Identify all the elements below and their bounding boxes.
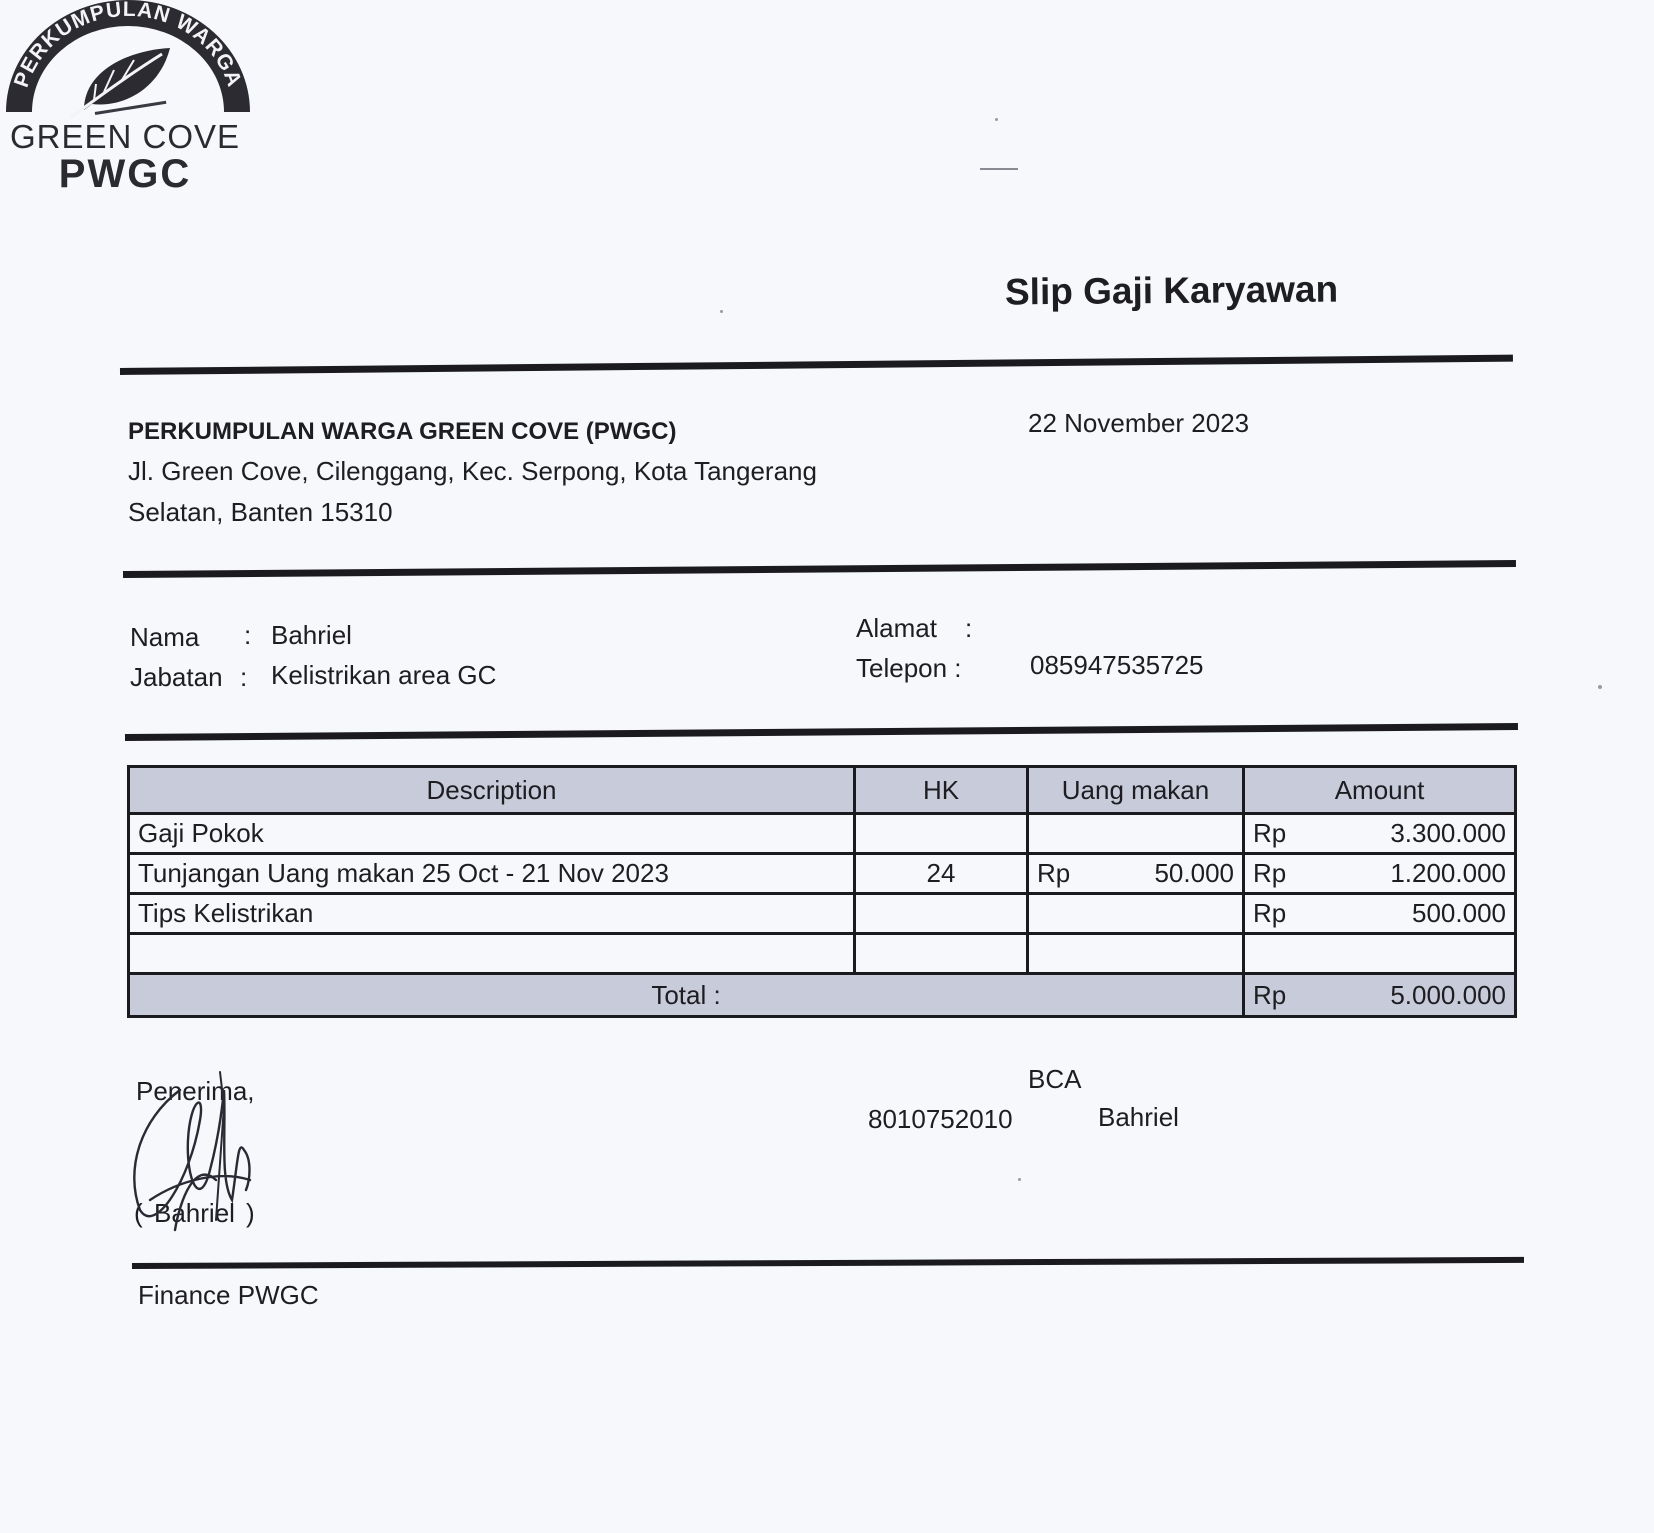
telepon-label: Telepon :: [856, 653, 962, 683]
slip-date: 22 November 2023: [1028, 408, 1250, 438]
organization-name: PERKUMPULAN WARGA GREEN COVE (PWGC): [128, 418, 677, 445]
header-amount: Amount: [1244, 767, 1516, 814]
nama-label: Nama: [130, 622, 200, 652]
handwritten-signature: [120, 1060, 270, 1240]
row-uang-makan: [1028, 894, 1244, 934]
amount-value: 1.200.000: [1390, 858, 1506, 888]
amount-value: 50.000: [1154, 858, 1234, 888]
row-uang-makan: [1028, 814, 1244, 854]
row-description: Tips Kelistrikan: [129, 894, 855, 934]
alamat-label: Alamat: [856, 613, 937, 643]
table-header-row: [129, 767, 1516, 814]
row-description: Gaji Pokok: [129, 814, 855, 854]
row-description: [129, 934, 855, 974]
jabatan-label: Jabatan: [130, 662, 223, 692]
signature-close-paren: ): [246, 1198, 255, 1228]
row-uang-makan: [1028, 854, 1244, 894]
organization-address-line1: Jl. Green Cove, Cilenggang, Kec. Serpong, Kota Tangerang: [128, 456, 817, 486]
nama-separator: :: [244, 620, 252, 650]
page-title: Slip Gaji Karyawan: [1004, 268, 1339, 313]
row-hk: [855, 934, 1028, 974]
logo-name-line: GREEN COVE: [9, 118, 241, 155]
jabatan-value: Kelistrikan area GC: [271, 660, 497, 690]
header-hk: HK: [855, 767, 1028, 814]
divider-line: [125, 723, 1518, 741]
organization-address-line2: Selatan, Banten 15310: [128, 497, 393, 527]
table-row: [129, 854, 1516, 894]
total-amount: [1244, 974, 1516, 1017]
table-row: [129, 894, 1516, 934]
scan-dot: [1018, 1178, 1021, 1181]
header-description: Description: [129, 767, 855, 814]
row-uang-makan: [1028, 934, 1244, 974]
amount-value: 500.000: [1412, 898, 1506, 928]
row-hk: 24: [855, 854, 1028, 894]
organization-logo: [0, 0, 260, 200]
row-amount: [1244, 854, 1516, 894]
currency-label: Rp: [1253, 818, 1287, 848]
row-amount: [1244, 894, 1516, 934]
alamat-separator: :: [965, 613, 973, 643]
scan-dot: [1598, 685, 1602, 689]
row-hk: [855, 814, 1028, 854]
scan-mark: [980, 168, 1018, 170]
nama-value: Bahriel: [271, 620, 352, 650]
salary-table: [127, 765, 1517, 1018]
table-total-row: [129, 974, 1516, 1017]
jabatan-separator: :: [240, 662, 248, 692]
bank-account-number: 8010752010: [868, 1104, 1013, 1134]
currency-label: Rp: [1253, 898, 1287, 928]
scan-dot: [720, 310, 723, 313]
telepon-value: 085947535725: [1030, 650, 1204, 680]
table-row: [129, 934, 1516, 974]
divider-line: [132, 1257, 1524, 1269]
currency-label: Rp: [1253, 858, 1287, 888]
total-value: 5.000.000: [1390, 979, 1506, 1010]
table-row: [129, 814, 1516, 854]
svg-text:PERKUMPULAN WARGA: PERKUMPULAN WARGA: [9, 0, 247, 91]
logo-emblem: [0, 0, 260, 130]
signature-name: Bahriel: [154, 1198, 235, 1228]
row-amount: [1244, 814, 1516, 854]
divider-line: [120, 355, 1513, 375]
divider-line: [123, 560, 1516, 578]
row-amount: [1244, 934, 1516, 974]
bank-account-name: Bahriel: [1098, 1102, 1179, 1132]
penerima-label: Penerima,: [136, 1076, 255, 1106]
scan-dot: [995, 118, 998, 121]
currency-label: Rp: [1253, 979, 1287, 1010]
signature-open-paren: (: [134, 1198, 143, 1228]
currency-label: Rp: [1037, 858, 1071, 888]
amount-value: 3.300.000: [1390, 818, 1506, 848]
header-uang-makan: Uang makan: [1028, 767, 1244, 814]
finance-label: Finance PWGC: [138, 1280, 319, 1310]
logo-abbr-line: PWGC: [58, 152, 192, 196]
row-hk: [855, 894, 1028, 934]
total-label: Total :: [129, 974, 1244, 1017]
bank-name: BCA: [1028, 1064, 1082, 1094]
row-description: Tunjangan Uang makan 25 Oct - 21 Nov 2023: [129, 854, 855, 894]
